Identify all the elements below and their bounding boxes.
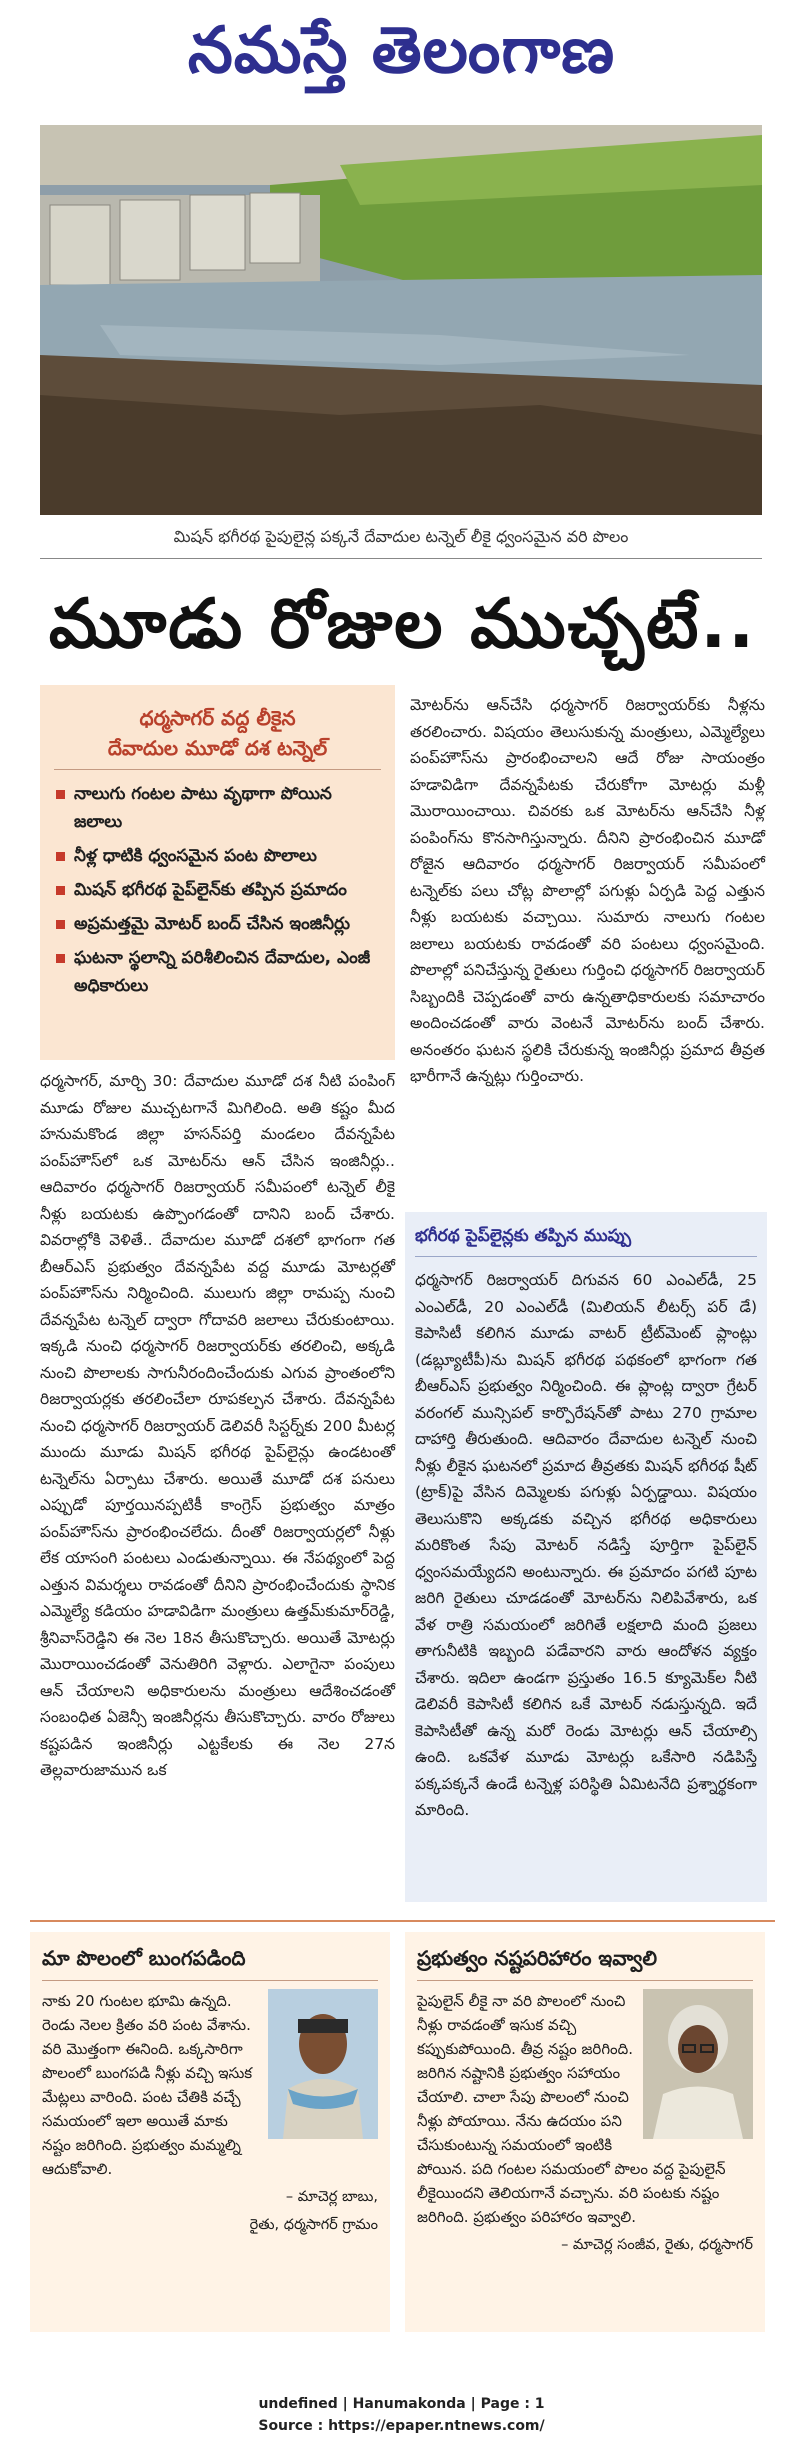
footer-source-link[interactable]: Source : https://epaper.ntnews.com/ xyxy=(258,2418,545,2434)
farmer-portrait-left xyxy=(268,1989,378,2139)
quote-right-title: ప్రభుత్వం నష్టపరిహారం ఇవ్వాలి xyxy=(417,1942,753,1981)
highlight-item: అప్రమత్తమై మోటర్ బంద్ చేసిన ఇంజినీర్లు xyxy=(54,910,381,938)
portrait-right-image xyxy=(643,1989,753,2139)
highlight-item: నాలుగు గంటల పాటు వృథాగా పోయిన జలాలు xyxy=(54,780,381,836)
farmer-quote-left xyxy=(30,1932,390,2332)
portrait-left-image xyxy=(268,1989,378,2139)
subsection-heading: భగీరథ పైప్‌లైన్లకు తప్పిన ముప్పు xyxy=(415,1222,757,1257)
article-paragraph-right: మోటర్‌ను ఆన్‌చేసి ధర్మసాగర్ రిజర్వాయర్‌కు నీళ్లను తరలించారు. విషయం తెలుసుకున్న మంత్రులు, ఎమ్మెల్యేలు పంప్‌హౌస్‌ను ప్రారంభించాలని ఆదే రోజు సాయంత్రం హడావిడిగా దేవన్నపేటకు చేరుకోగా మోటర్లు మళ్లీ మొరాయించాయి. చివరకు ఒక మోటర్‌ను ఆన్‌చేసి నీళ్ల పంపింగ్‌ను కొనసాగిస్తున్నారు. దీనిని ప్రారంభించిన మూడో రోజైన ఆదివారం ధర్మసాగర్ రిజర్వాయర్ సమీపంలో టన్నెల్‌కు పలు చోట్ల పొలాల్లో పగుళ్లు ఏర్పడి పెద్ద ఎత్తున నీళ్లు బయటకు వచ్చాయి. సుమారు నాలుగు గంటల జలాలు బయటకు రావడంతో వరి పంటలు ధ్వంసమైంది. పొలాల్లో పనిచేస్తున్న రైతులు గుర్తించి ధర్మసాగర్ రిజర్వాయర్ సిబ్బందికి చెప్పడంతో వారు ఉన్నతాధికారులకు సమాచారం అందించడంతో వారు వెంటనే మోటర్‌ను బంద్ చేశారు. అనంతరం ఘటన స్థలికి చేరుకున్న ఇంజినీర్లు ప్రమాద తీవ్రత భారీగానే ఉన్నట్లు గుర్తించారు. xyxy=(410,696,765,1085)
highlights-title xyxy=(54,703,381,770)
highlight-item: ఘటనా స్థలాన్ని పరిశీలించిన దేవాదుల, ఎంజీ అధికారులు xyxy=(54,944,381,1000)
footer-edition: undefined | Hanumakonda | Page : 1 xyxy=(258,2396,545,2412)
quote-right-body: పైపులైన్ లీకై నా వరి పొలంలో నుంచి నీళ్లు రావడంతో ఇసుక వచ్చి కప్పుకుపోయింది. తీవ్ర నష్టం జరిగింది. జరిగిన నష్టానికి ప్రభుత్వం సహాయం చేయాలి. చాలా సేపు పొలంలో నుంచి నీళ్లు పోయాయి. నేను ఉదయం పని చేసుకుంటున్న సమయంలో ఇంటికి పోయిన. పది గంటల సమయంలో పొలం వద్ద పైపులైన్ లీకైయిందని తెలియగానే వచ్చాను. వరి పంటకు నష్టం జరిగింది. ప్రభుత్వం పరిహారం ఇవ్వాలి. xyxy=(417,1992,726,2226)
highlights-title-line2: దేవాదుల మూడో దశ టన్నెల్ xyxy=(107,736,328,760)
highlight-item: మిషన్ భగీరథ పైప్‌లైన్‌కు తప్పిన ప్రమాదం xyxy=(54,876,381,904)
photo-caption: మిషన్ భగీరథ పైపులైన్ల పక్కనే దేవాదుల టన్నెల్ లీకై ధ్వంసమైన వరి పొలం xyxy=(40,515,762,559)
quote-left-title: మా పొలంలో బుంగపడింది xyxy=(42,1942,378,1981)
quote-left-place: రైతు, ధర్మసాగర్ గ్రామం xyxy=(249,2217,378,2233)
quotes-strip xyxy=(30,1920,775,2340)
flooded-field-image xyxy=(40,125,762,515)
article-body-left xyxy=(40,1068,395,1898)
farmer-portrait-right xyxy=(643,1989,753,2139)
highlights-list xyxy=(54,780,381,1000)
page-footer xyxy=(0,2385,803,2445)
subsection-box xyxy=(405,1212,767,1902)
masthead-title: నమస్తే తెలంగాణ xyxy=(187,14,616,88)
farmer-quote-right xyxy=(405,1932,765,2332)
highlights-box xyxy=(40,685,395,1060)
highlight-item: నీళ్ల ధాటికి ధ్వంసమైన పంట పొలాలు xyxy=(54,842,381,870)
headline: మూడు రోజుల ముచ్చటే.. xyxy=(48,585,757,664)
quote-right-signature: – మాచెర్ల సంజీవ, రైతు, ధర్మసాగర్ xyxy=(561,2237,753,2253)
quote-left-body: నాకు 20 గుంటల భూమి ఉన్నది. రెండు నెలల క్రితం వరి పంట వేశాను. వరి మొత్తంగా ఈనింది. ఒక్కసారిగా పొలంలో బుంగపడి నీళ్లు వచ్చి ఇసుక మేట్లలు వారింది. పంట చేతికి వచ్చే సమయంలో ఇలా అయితే మాకు నష్టం జరిగింది. ప్రభుత్వం మమ్మల్ని ఆదుకోవాలి. xyxy=(42,1992,253,2178)
quote-left-signature: – మాచెర్ల బాబు, xyxy=(285,2189,378,2205)
lead-photo xyxy=(40,125,762,515)
article-body-right xyxy=(410,692,765,1202)
article-paragraph-left: ధర్మసాగర్, మార్చి 30: దేవాదుల మూడో దశ నీటి పంపింగ్ మూడు రోజుల ముచ్చటగానే మిగిలింది. అతి కష్టం మీద హనుమకొండ జిల్లా హసన్‌పర్తి మండలం దేవన్నపేట పంప్‌హౌస్‌లో ఒక మోటర్‌ను ఆన్ చేసిన ఇంజినీర్లు.. ఆదివారం ధర్మసాగర్ రిజర్వాయర్ సమీపంలో టన్నెల్ లీకై నీళ్లు బయటకు ఉప్పొంగడంతో దానిని బంద్ చేశారు. వివరాల్లోకి వెళితే.. దేవాదుల మూడో దశలో భాగంగా గత బీఆర్‌ఎస్ ప్రభుత్వం దేవన్నపేట వద్ద మూడు మోటర్లతో పంప్‌హౌస్‌ను నిర్మించింది. ములుగు జిల్లా రామప్ప నుంచి దేవన్నపేట టన్నెల్ ద్వారా గోదావరి జలాలు చేరుకుంటాయి. ఇక్కడి నుంచి ధర్మసాగర్ రిజర్వాయర్‌కు తరలించి, అక్కడి నుంచి పొలాలకు సాగునీరందించేందుకు ఎగువ ప్రాంతంలోని రిజర్వాయర్లకు తరలించేలా రూపకల్పన చేశారు. దేవన్నపేట నుంచి ధర్మసాగర్ రిజర్వాయర్ డెలివరీ సిస్టర్న్‌కు 200 మీటర్ల ముందు మూడు మిషన్ భగీరథ పైప్‌లైన్లు ఉండటంతో టన్నెల్‌ను ఏర్పాటు చేశారు. అయితే మూడో దశ పనులు ఎప్పుడో పూర్తయినప్పటికీ కాంగ్రెస్ ప్రభుత్వం మాత్రం పంప్‌హౌస్‌ను ప్రారంభించలేదు. దీంతో రిజర్వాయర్లలో నీళ్లు లేక యాసంగి పంటలు ఎండుతున్నాయి. ఈ నేపథ్యంలో పెద్ద ఎత్తున విమర్శలు రావడంతో దీనిని ప్రారంభించేందుకు స్థానిక ఎమ్మెల్యే కడియం హడావిడిగా మంత్రులు ఉత్తమ్‌కుమార్‌రెడ్డి, శ్రీనివాస్‌రెడ్డిని ఈ నెల 18న తీసుకొచ్చారు. అయితే మోటర్లు మొరాయించడంతో వెనుతిరిగి వెళ్లారు. ఎలాగైనా పంపులు ఆన్ చేయాలని అధికారులను మంత్రులు ఆదేశించడంతో సంబంధిత ఏజెన్సీ ఇంజినీర్లను తీసుకొచ్చారు. వారం రోజులు కష్టపడిన ఇంజినీర్లు ఎట్టకేలకు ఈ నెల 27న తెల్లవారుజామున ఒక xyxy=(40,1072,395,1779)
subsection-body: ధర్మసాగర్ రిజర్వాయర్ దిగువన 60 ఎంఎల్‌డీ, 25 ఎంఎల్‌డీ, 20 ఎంఎల్‌డీ (మిలియన్ లీటర్స్ పర్ డే) కెపాసిటీ కలిగిన మూడు వాటర్ ట్రీట్‌మెంట్ ప్లాంట్లు (డబ్ల్యూటీపీ)ను మిషన్ భగీరథ పథకంలో భాగంగా గత బీఆర్‌ఎస్ ప్రభుత్వం నిర్మించింది. ఈ ప్లాంట్ల ద్వారా గ్రేటర్ వరంగల్ మున్సిపల్ కార్పొరేషన్‌తో పాటు 270 గ్రామాల దాహార్తి తీరుతుంది. ఆదివారం దేవాదుల టన్నెల్ నుంచి నీళ్లు లీకైన ఘటనలో ప్రమాద తీవ్రతకు మిషన్ భగీరథ షీట్ (ట్రాక్)పై వేసిన దిమ్మెలకు పగుళ్లు ఏర్పడ్డాయి. విషయం తెలుసుకొని అక్కడకు వచ్చిన భగీరథ అధికారులు మరికొంత సేపు మోటర్ నడిస్తే పూర్తిగా పైప్‌లైన్ ధ్వంసమయ్యేదని అంటున్నారు. ఈ ప్రమాదం పగటి పూట జరిగి రైతులు చూడడంతో మోటర్‌ను నిలిపివేశారు, ఒక వేళ రాత్రి సమయంలో జరిగితే లక్షలాది మంది ప్రజలు తాగునీటికి ఇబ్బంది పడేవారని వారు ఆందోళన వ్యక్తం చేశారు. ఇదిలా ఉండగా ప్రస్తుతం 16.5 క్యూమెక్‌ల నీటి డెలివరీ కెపాసిటీ కలిగిన ఒకే మోటర్ నడుస్తున్నది. ఇదే కెపాసిటీతో ఉన్న మరో రెండు మోటర్లు ఆన్ చేయాల్సి ఉంది. ఒకవేళ మూడు మోటర్లు ఒకేసారి నడిపిస్తే పక్కపక్కనే ఉండే టన్నెళ్ల పరిస్థితి ఏమిటనేది ప్రశ్నార్థకంగా మారింది. xyxy=(415,1271,757,1819)
highlights-title-line1: ధర్మసాగర్ వద్ద లీకైన xyxy=(139,706,296,730)
